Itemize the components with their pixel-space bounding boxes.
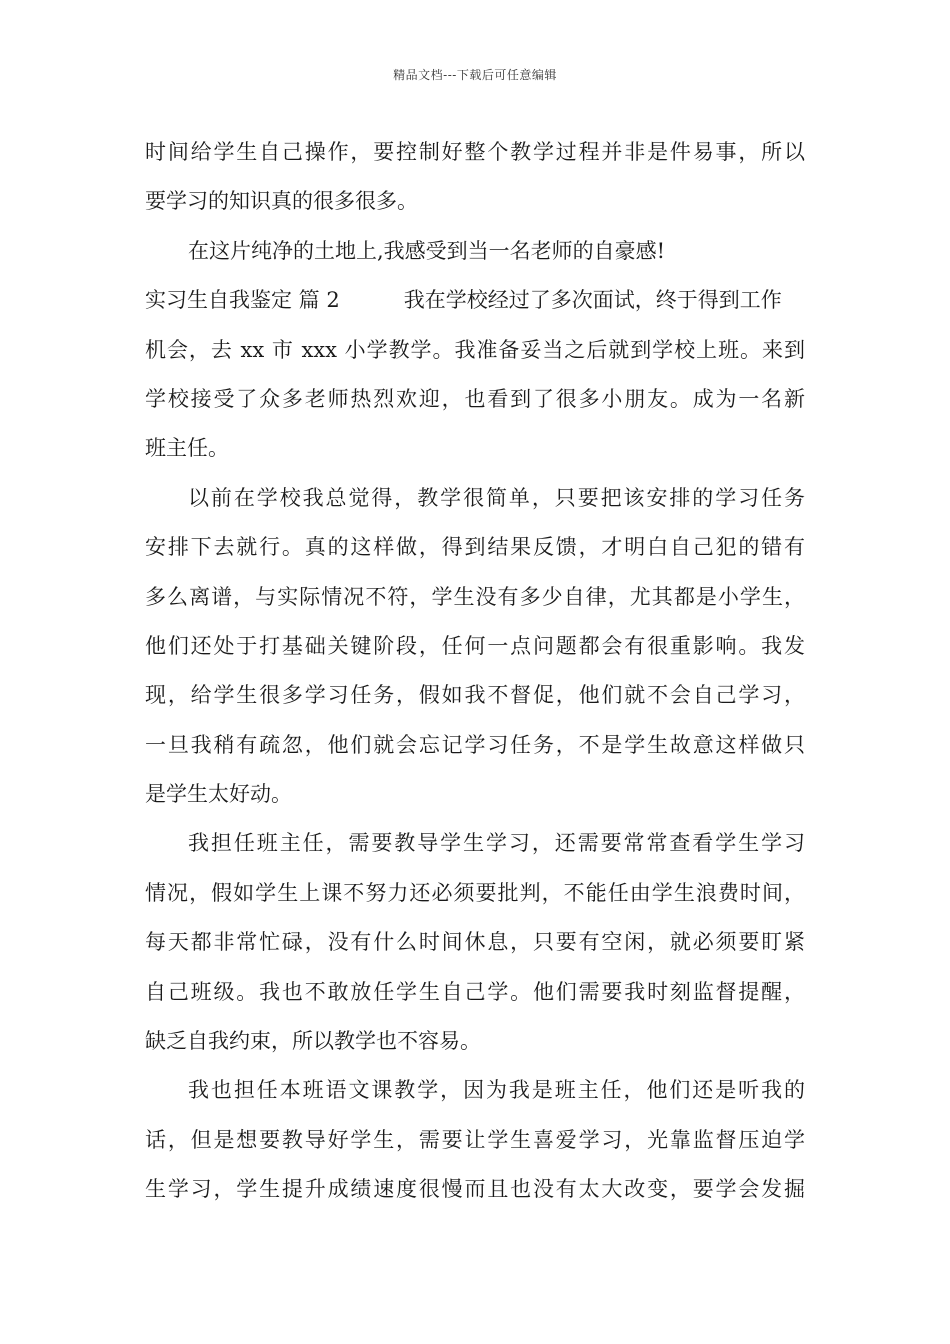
line-text: 我在学校经过了多次面试，终于得到工作 [403,288,782,313]
text-line: 安排下去就行。真的这样做，得到结果反馈，才明白自己犯的错有 [145,535,805,560]
text-line: 班主任。 [145,436,229,461]
text-line: 学校接受了众多老师热烈欢迎，也看到了很多小朋友。成为一名新 [145,386,805,411]
text-line: 以前在学校我总觉得，教学很简单，只要把该安排的学习任务 [188,485,805,510]
text-line: 缺乏自我约束，所以教学也不容易。 [145,1029,481,1054]
text-line: 机会，去 xx 市 xxx 小学教学。我准备妥当之后就到学校上班。来到 [145,337,805,362]
text-line: 情况，假如学生上课不努力还必须要批判，不能任由学生浪费时间， [145,880,805,905]
text-line: 在这片纯净的土地上,我感受到当一名老师的自豪感! [188,238,666,263]
page-header: 精品文档---下载后可任意编辑 [393,68,557,82]
text-line [145,276,805,325]
text-line: 自己班级。我也不敢放任学生自己学。他们需要我时刻监督提醒， [145,979,805,1004]
text-line: 我担任班主任，需要教导学生学习，还需要常常查看学生学习 [188,831,805,856]
section-heading: 实习生自我鉴定 篇 2 [145,288,340,313]
text-line: 多么离谱，与实际情况不符，学生没有多少自律，尤其都是小学生， [145,584,805,609]
text-line: 时间给学生自己操作，要控制好整个教学过程并非是件易事，所以 [145,140,805,164]
text-line: 我也担任本班语文课教学，因为我是班主任，他们还是听我的 [188,1078,805,1103]
text-line: 他们还处于打基础关键阶段，任何一点问题都会有很重影响。我发 [145,633,805,658]
document-body [145,128,805,1215]
text-line: 要学习的知识真的很多很多。 [145,189,418,214]
text-line: 每天都非常忙碌，没有什么时间休息，只要有空闲，就必须要盯紧 [145,930,805,955]
text-line: 现，给学生很多学习任务，假如我不督促，他们就不会自己学习， [145,683,805,708]
text-line: 一旦我稍有疏忽，他们就会忘记学习任务，不是学生故意这样做只 [145,732,805,757]
text-line: 生学习，学生提升成绩速度很慢而且也没有太大改变，要学会发掘 [145,1177,805,1202]
text-line: 是学生太好动。 [145,782,292,807]
text-line: 话，但是想要教导好学生，需要让学生喜爱学习，光靠监督压迫学 [145,1127,805,1152]
